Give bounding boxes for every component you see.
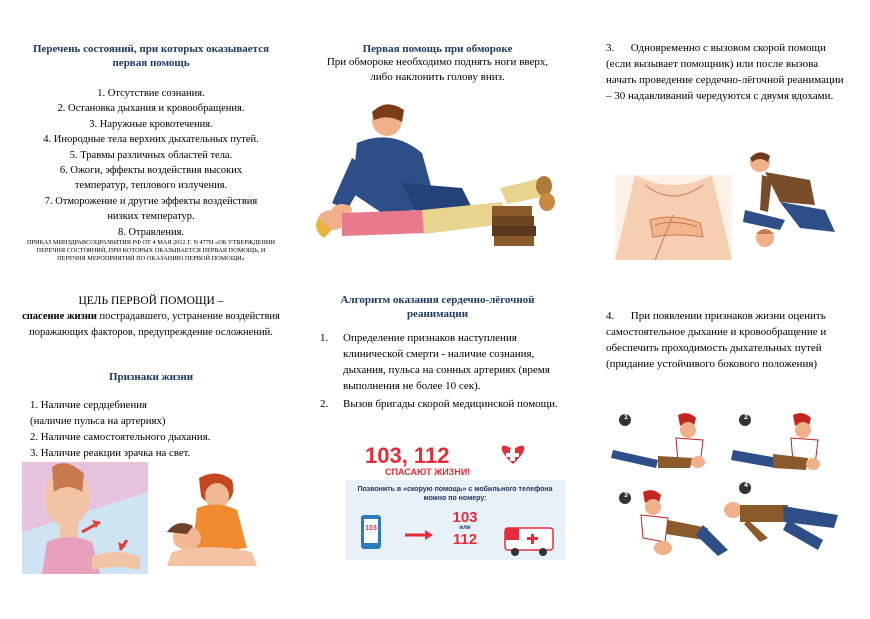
banner-numbers: 103, 112 [365,443,450,468]
order-reference: ПРИКАЗ МИНЗДРАВСОЦРАЗВИТИЯ РФ ОТ 4 МАЯ 2012 Г. N 477Н «ОБ УТВЕРЖДЕНИИ ПЕРЕЧНЯ СОСТОЯНИЙ, ПРИ КОТОРЫХ ОКАЗЫВАЕТСЯ ПЕРВАЯ ПОМОЩЬ, И ПЕРЕЧНЯ МЕРОПРИЯТИЙ ПО ОКАЗАНИЮ ПЕРВОЙ ПОМОЩИ» [26,239,275,262]
faint-text: При обмороке необходимо поднять ноги вверх, либо наклонить голову вниз. [326,56,549,83]
cpr-title: Алгоритм оказания сердечно-лёгочной реанимации [340,294,535,320]
recovery-step-number: 1 [624,414,628,421]
list-item: 5. Травмы различных областей тела. [69,149,233,161]
list-item: 8. Отравления. [117,226,185,238]
fainting-illustration [312,98,562,258]
goal-block [22,293,280,341]
recovery-position-illustration [608,410,853,570]
signs-list [30,397,280,461]
banner-phone-numbers [435,510,495,547]
list-item: 3. Наружные кровотечения. [89,118,213,130]
step-number: 4. [606,310,615,322]
recovery-step-number: 4 [744,482,748,489]
step-number: 1. [320,332,329,344]
list-item: низких температур. [107,211,195,223]
recovery-step-number: 3 [624,492,628,499]
step-4 [606,308,850,372]
step-text: Одновременно с вызовом скорой помощи (если вызывает помощник) или после вызова начать проведение сердечно-лёгочной реанимации – 30 надавливаний чередуются с двумя вдохами. [606,42,844,102]
step-text: Определение признаков наступления клинической смерти - наличие сознания, дыхания, пульса на сонных артериях (время выполнения не более 10 сек). [343,332,550,392]
step-text: Вызов бригады скорой медицинской помощи. [343,398,558,410]
list-item: температур, теплового излучения. [74,180,228,192]
goal-text: пострадавшего, устранение воздействия поражающих факторов, предупреждение осложнений. [29,311,280,338]
goal-title: ЦЕЛЬ ПЕРВОЙ ПОМОЩИ – [78,295,224,307]
cpr-rescuer-illustration [740,150,840,248]
step-number: 3. [606,42,615,54]
conditions-title: Перечень состояний, при которых оказывается первая помощь [32,43,270,69]
list-item: 7. Отморожение и другие эффекты воздействия [44,195,258,207]
phone-screen-label: 103 [365,525,377,532]
breathing-check-illustration [157,468,269,566]
list-item [310,396,560,412]
chest-compression-illustration [615,175,732,260]
list-item: (наличие пульса на артериях) [30,415,166,427]
recovery-step-number: 2 [744,414,748,421]
banner-call-text: Позвонить в «скорую помощь» с мобильного телефона можно по номеру: [357,486,553,502]
list-item [310,330,560,394]
list-item: 4. Инородные тела верхних дыхательных путей. [43,134,259,146]
phone-number-112: 112 [452,531,478,548]
emergency-banner [345,440,565,560]
list-item: 1. Наличие сердцебиения [30,399,147,411]
faint-title: Первая помощь при обмороке [362,43,513,55]
list-item: 1. Отсутствие сознания. [97,88,205,99]
phone-number-103: 103 [452,509,478,526]
conditions-list [22,86,280,240]
signs-title: Признаки жизни [108,371,194,383]
list-item: 6. Ожоги, эффекты воздействия высоких [59,165,243,177]
goal-bold: спасение жизни [22,311,97,322]
pulse-check-illustration [22,462,148,574]
step-number: 2. [320,398,329,410]
banner-slogan: СПАСАЮТ ЖИЗНИ! [385,467,471,477]
phone-or: или [459,525,471,531]
cpr-steps [310,330,560,412]
list-item: 2. Остановка дыхания и кровообращения. [57,103,245,115]
step-3 [606,40,850,104]
step-text: При появлении признаков жизни оценить самостоятельное дыхание и кровообращение и обеспечить проходимость дыхательных путей (придание устойчивого бокового положения) [606,310,827,370]
list-item: 3. Наличие реакции зрачка на свет. [30,447,191,459]
list-item: 2. Наличие самостоятельного дыхания. [30,431,211,443]
